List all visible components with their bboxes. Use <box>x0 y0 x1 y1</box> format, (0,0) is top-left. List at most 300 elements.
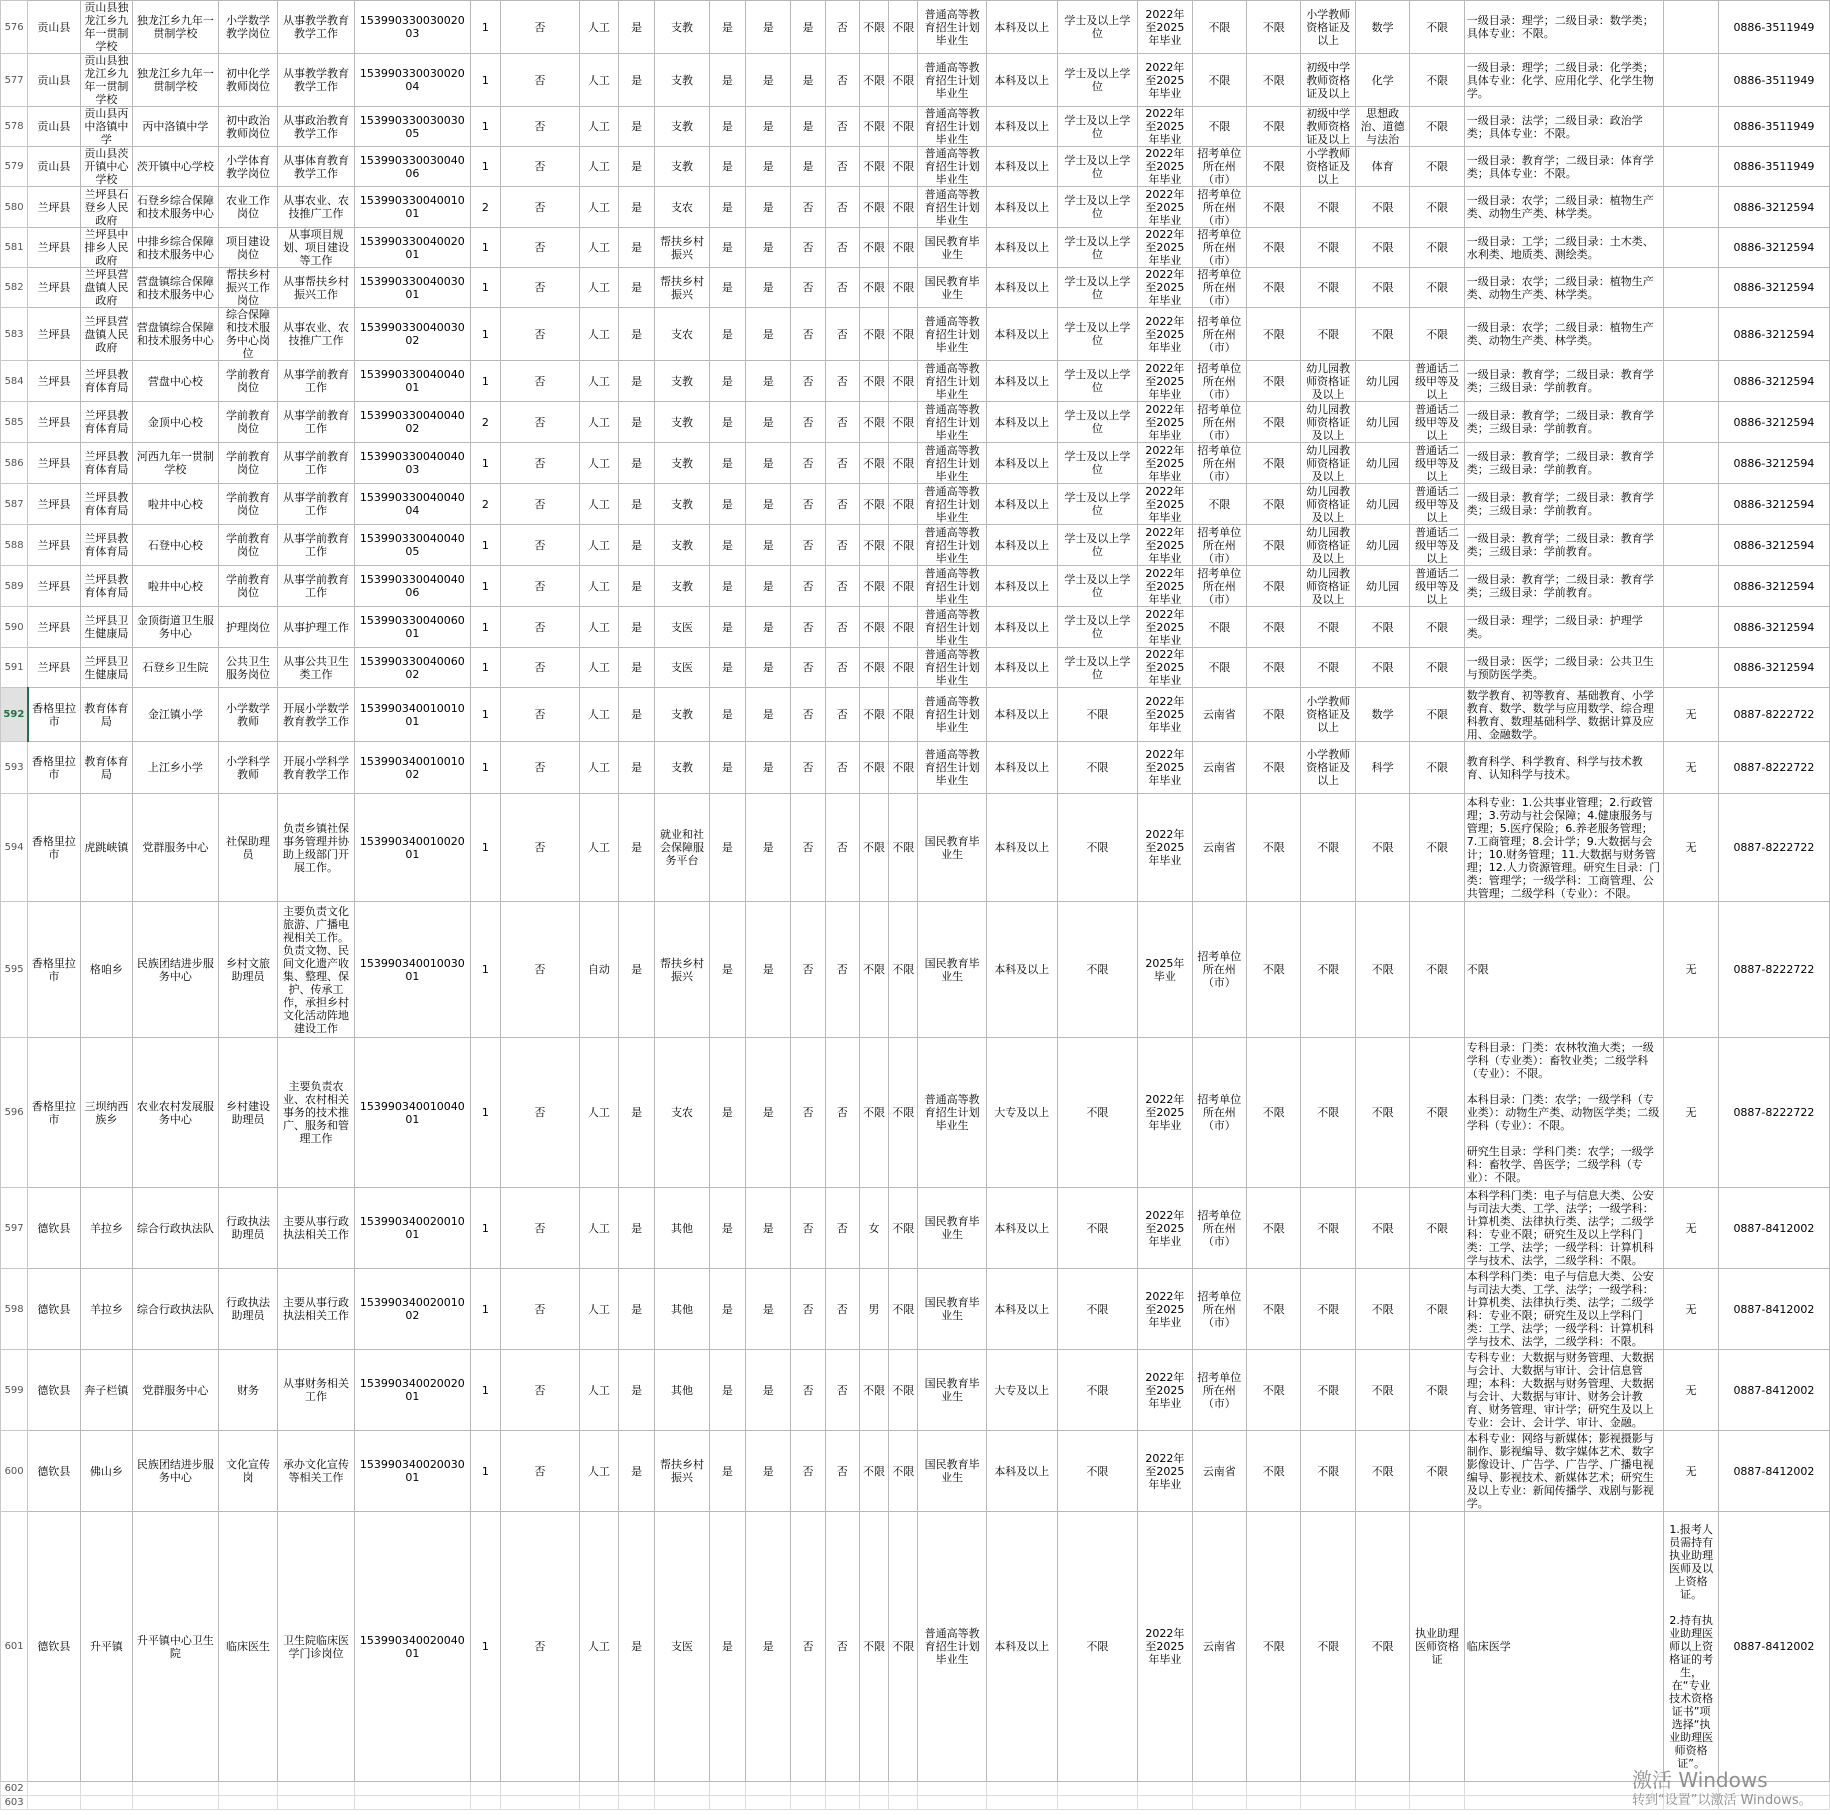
table-cell[interactable]: 不限 <box>859 402 888 443</box>
table-cell[interactable]: 1 <box>470 308 500 361</box>
table-cell[interactable]: 0886-3212594 <box>1718 484 1829 525</box>
table-cell[interactable]: 人工 <box>579 688 618 742</box>
table-cell[interactable]: 兰坪县 <box>28 228 80 268</box>
table-cell[interactable]: 兰坪县 <box>28 443 80 484</box>
table-cell[interactable]: 0887-8412002 <box>1718 1188 1829 1269</box>
table-cell[interactable]: 是 <box>709 187 745 228</box>
table-cell[interactable]: 否 <box>825 147 859 187</box>
table-cell[interactable]: 不限 <box>889 54 918 107</box>
table-cell[interactable]: 兰坪县 <box>28 268 80 308</box>
table-cell[interactable]: 是 <box>709 566 745 607</box>
table-cell[interactable]: 国民教育毕业生 <box>918 228 987 268</box>
table-cell[interactable]: 是 <box>746 688 791 742</box>
table-cell[interactable]: 是 <box>618 525 654 566</box>
row-number[interactable]: 582 <box>1 268 28 308</box>
table-cell[interactable]: 不限 <box>859 688 888 742</box>
table-cell[interactable]: 本科及以上 <box>986 1269 1057 1350</box>
table-cell[interactable]: 不限 <box>1301 187 1355 228</box>
table-cell[interactable]: 不限 <box>859 147 888 187</box>
table-cell[interactable]: 本科及以上 <box>986 1 1057 54</box>
table-cell[interactable]: 不限 <box>859 1 888 54</box>
table-cell[interactable]: 否 <box>825 648 859 688</box>
table-cell[interactable]: 兰坪县中排乡人民政府 <box>80 228 132 268</box>
table-cell[interactable]: 不限 <box>1057 1188 1138 1269</box>
table-cell[interactable]: 格咱乡 <box>80 902 132 1038</box>
table-cell[interactable]: 1 <box>470 107 500 147</box>
table-cell[interactable]: 不限 <box>889 1269 918 1350</box>
table-cell[interactable]: 不限 <box>1247 484 1301 525</box>
table-cell[interactable]: 一级目录：教育学；二级目录：教育学类；三级目录：学前教育。 <box>1464 361 1664 402</box>
table-cell[interactable]: 15399033004004002 <box>354 402 470 443</box>
table-cell[interactable]: 是 <box>746 1269 791 1350</box>
row-number[interactable]: 592 <box>1 688 28 742</box>
table-cell-empty[interactable] <box>825 1796 859 1810</box>
table-cell[interactable]: 不限 <box>859 1038 888 1188</box>
table-cell[interactable]: 15399033004004003 <box>354 443 470 484</box>
table-cell-empty[interactable] <box>28 1796 80 1810</box>
table-cell[interactable]: 德钦县 <box>28 1269 80 1350</box>
table-cell[interactable]: 不限 <box>889 566 918 607</box>
table-cell[interactable]: 1 <box>470 525 500 566</box>
table-cell[interactable]: 0887-8412002 <box>1718 1512 1829 1782</box>
table-cell[interactable]: 奔子栏镇 <box>80 1350 132 1431</box>
table-cell[interactable]: 不限 <box>1057 902 1138 1038</box>
table-cell[interactable]: 普通话二级甲等及以上 <box>1410 361 1464 402</box>
table-cell[interactable]: 学前教育岗位 <box>218 443 277 484</box>
table-cell[interactable]: 普通高等教育招生计划毕业生 <box>918 361 987 402</box>
table-cell[interactable]: 15399034001001001 <box>354 688 470 742</box>
table-cell[interactable]: 15399033004004001 <box>354 361 470 402</box>
table-cell[interactable]: 不限 <box>1301 308 1355 361</box>
table-cell[interactable]: 是 <box>709 902 745 1038</box>
table-cell[interactable]: 0886-3511949 <box>1718 107 1829 147</box>
table-cell[interactable]: 支教 <box>655 443 709 484</box>
table-cell[interactable]: 不限 <box>1355 187 1409 228</box>
table-cell[interactable]: 化学 <box>1355 54 1409 107</box>
table-cell-empty[interactable] <box>80 1796 132 1810</box>
table-cell[interactable]: 小学教师资格证及以上 <box>1301 147 1355 187</box>
table-cell[interactable]: 不限 <box>1410 308 1464 361</box>
table-cell[interactable]: 不限 <box>1247 443 1301 484</box>
table-cell[interactable]: 2022年至2025年毕业 <box>1138 443 1192 484</box>
table-cell[interactable]: 2022年至2025年毕业 <box>1138 688 1192 742</box>
table-cell[interactable]: 1 <box>470 1 500 54</box>
table-cell[interactable]: 是 <box>746 607 791 648</box>
table-cell[interactable]: 兰坪县教育体育局 <box>80 525 132 566</box>
table-cell[interactable]: 不限 <box>1247 1038 1301 1188</box>
table-cell[interactable]: 德钦县 <box>28 1512 80 1782</box>
table-cell[interactable]: 否 <box>825 525 859 566</box>
table-cell[interactable]: 学士及以上学位 <box>1057 443 1138 484</box>
table-cell[interactable]: 不限 <box>1247 1188 1301 1269</box>
table-cell[interactable]: 国民教育毕业生 <box>918 1431 987 1512</box>
table-cell[interactable]: 0886-3511949 <box>1718 147 1829 187</box>
table-cell[interactable]: 科学 <box>1355 742 1409 794</box>
table-cell[interactable]: 本科及以上 <box>986 308 1057 361</box>
table-cell[interactable]: 支农 <box>655 308 709 361</box>
table-cell[interactable]: 不限 <box>1301 268 1355 308</box>
table-cell[interactable]: 1 <box>470 147 500 187</box>
table-cell[interactable]: 人工 <box>579 1350 618 1431</box>
table-cell[interactable]: 兰坪县 <box>28 361 80 402</box>
table-cell[interactable]: 金江镇小学 <box>133 688 219 742</box>
table-cell[interactable]: 不限 <box>889 1431 918 1512</box>
row-number[interactable]: 598 <box>1 1269 28 1350</box>
table-cell[interactable]: 2022年至2025年毕业 <box>1138 1431 1192 1512</box>
table-cell[interactable]: 不限 <box>1355 902 1409 1038</box>
row-number[interactable]: 601 <box>1 1512 28 1782</box>
table-cell[interactable]: 不限 <box>859 484 888 525</box>
table-cell[interactable]: 兰坪县 <box>28 187 80 228</box>
table-cell[interactable]: 2022年至2025年毕业 <box>1138 54 1192 107</box>
table-cell[interactable]: 人工 <box>579 107 618 147</box>
table-cell[interactable]: 人工 <box>579 228 618 268</box>
table-cell[interactable]: 是 <box>746 742 791 794</box>
table-cell[interactable]: 无 <box>1664 1038 1718 1188</box>
table-cell[interactable]: 学士及以上学位 <box>1057 1 1138 54</box>
table-cell[interactable]: 否 <box>825 484 859 525</box>
row-number[interactable]: 576 <box>1 1 28 54</box>
table-cell[interactable]: 是 <box>709 484 745 525</box>
table-cell[interactable]: 不限 <box>1247 54 1301 107</box>
table-cell-empty[interactable] <box>618 1782 654 1796</box>
table-cell-empty[interactable] <box>618 1796 654 1810</box>
table-cell[interactable]: 小学科学教师 <box>218 742 277 794</box>
table-cell-empty[interactable] <box>1355 1782 1409 1796</box>
row-number[interactable]: 581 <box>1 228 28 268</box>
table-cell[interactable]: 否 <box>825 1512 859 1782</box>
table-cell[interactable] <box>1664 147 1718 187</box>
table-cell[interactable]: 云南省 <box>1192 742 1246 794</box>
table-cell[interactable]: 不限 <box>1410 688 1464 742</box>
table-cell[interactable]: 一级目录：医学；二级目录：公共卫生与预防医学类。 <box>1464 648 1664 688</box>
table-cell[interactable]: 否 <box>501 54 580 107</box>
table-cell[interactable]: 招考单位所在州（市） <box>1192 902 1246 1038</box>
table-cell[interactable]: 本科及以上 <box>986 607 1057 648</box>
table-cell[interactable]: 人工 <box>579 607 618 648</box>
table-cell[interactable]: 兰坪县 <box>28 607 80 648</box>
table-cell[interactable] <box>1664 107 1718 147</box>
table-cell[interactable]: 独龙江乡九年一贯制学校 <box>133 1 219 54</box>
table-cell[interactable]: 2022年至2025年毕业 <box>1138 1188 1192 1269</box>
table-cell[interactable]: 不限 <box>1410 107 1464 147</box>
table-cell[interactable]: 不限 <box>1301 648 1355 688</box>
table-cell-empty[interactable] <box>859 1796 888 1810</box>
table-cell[interactable]: 招考单位所在州（市） <box>1192 147 1246 187</box>
table-cell[interactable]: 贡山县茨开镇中心学校 <box>80 147 132 187</box>
table-cell[interactable]: 15399033004003002 <box>354 308 470 361</box>
table-cell[interactable]: 普通高等教育招生计划毕业生 <box>918 742 987 794</box>
table-cell-empty[interactable] <box>986 1782 1057 1796</box>
table-cell[interactable]: 普通高等教育招生计划毕业生 <box>918 107 987 147</box>
table-cell[interactable]: 丙中洛镇中学 <box>133 107 219 147</box>
table-cell[interactable]: 学士及以上学位 <box>1057 268 1138 308</box>
table-cell[interactable]: 从事项目规划、项目建设等工作 <box>278 228 355 268</box>
table-cell[interactable]: 香格里拉市 <box>28 1038 80 1188</box>
table-cell[interactable]: 15399034002004001 <box>354 1512 470 1782</box>
table-cell[interactable]: 学士及以上学位 <box>1057 228 1138 268</box>
row-number[interactable]: 590 <box>1 607 28 648</box>
table-cell[interactable]: 否 <box>791 742 825 794</box>
table-cell[interactable]: 不限 <box>1247 688 1301 742</box>
table-cell[interactable]: 云南省 <box>1192 794 1246 902</box>
table-cell[interactable]: 不限 <box>1410 187 1464 228</box>
table-cell[interactable]: 不限 <box>1355 1512 1409 1782</box>
table-cell[interactable]: 人工 <box>579 794 618 902</box>
table-cell[interactable]: 其他 <box>655 1269 709 1350</box>
table-cell[interactable]: 是 <box>746 308 791 361</box>
table-cell[interactable]: 云南省 <box>1192 1431 1246 1512</box>
table-cell-empty[interactable] <box>746 1782 791 1796</box>
table-cell[interactable]: 是 <box>746 566 791 607</box>
table-cell[interactable]: 2 <box>470 187 500 228</box>
table-cell[interactable]: 国民教育毕业生 <box>918 268 987 308</box>
table-cell[interactable]: 不限 <box>889 308 918 361</box>
table-cell[interactable]: 执业助理医师资格证 <box>1410 1512 1464 1782</box>
table-cell[interactable]: 否 <box>501 361 580 402</box>
table-cell[interactable]: 0886-3212594 <box>1718 607 1829 648</box>
row-number[interactable]: 593 <box>1 742 28 794</box>
table-cell[interactable]: 是 <box>618 54 654 107</box>
table-cell[interactable]: 不限 <box>1410 54 1464 107</box>
table-cell[interactable]: 乡村建设助理员 <box>218 1038 277 1188</box>
table-cell-empty[interactable] <box>1192 1782 1246 1796</box>
table-cell-empty[interactable] <box>133 1796 219 1810</box>
table-cell[interactable]: 否 <box>501 525 580 566</box>
table-cell[interactable]: 否 <box>791 566 825 607</box>
table-cell[interactable]: 是 <box>618 147 654 187</box>
table-cell[interactable]: 从事帮扶乡村振兴工作 <box>278 268 355 308</box>
table-cell[interactable]: 不限 <box>859 54 888 107</box>
table-cell[interactable]: 是 <box>618 308 654 361</box>
table-cell[interactable]: 否 <box>501 742 580 794</box>
table-cell[interactable]: 不限 <box>1057 1431 1138 1512</box>
table-cell[interactable]: 招考单位所在州（市） <box>1192 308 1246 361</box>
table-cell[interactable]: 党群服务中心 <box>133 1350 219 1431</box>
table-cell[interactable]: 人工 <box>579 648 618 688</box>
table-cell[interactable] <box>1664 607 1718 648</box>
table-cell[interactable]: 支教 <box>655 742 709 794</box>
table-cell[interactable]: 普通高等教育招生计划毕业生 <box>918 484 987 525</box>
table-cell[interactable]: 否 <box>825 402 859 443</box>
table-cell-empty[interactable] <box>1247 1782 1301 1796</box>
table-cell[interactable]: 负责乡镇社保事务管理并协助上级部门开展工作。 <box>278 794 355 902</box>
table-cell[interactable]: 15399033003004006 <box>354 147 470 187</box>
table-cell[interactable]: 女 <box>859 1188 888 1269</box>
table-cell[interactable]: 承办文化宣传等相关工作 <box>278 1431 355 1512</box>
table-cell[interactable]: 2022年至2025年毕业 <box>1138 648 1192 688</box>
table-cell[interactable]: 石登中心校 <box>133 525 219 566</box>
table-cell[interactable]: 本科及以上 <box>986 1431 1057 1512</box>
table-cell[interactable]: 否 <box>501 566 580 607</box>
table-cell[interactable]: 1 <box>470 228 500 268</box>
table-cell[interactable]: 是 <box>746 54 791 107</box>
table-cell[interactable]: 不限 <box>889 607 918 648</box>
table-cell[interactable]: 是 <box>709 525 745 566</box>
table-cell[interactable]: 0886-3212594 <box>1718 402 1829 443</box>
table-cell[interactable]: 支农 <box>655 187 709 228</box>
table-cell[interactable]: 是 <box>709 1350 745 1431</box>
table-cell[interactable]: 云南省 <box>1192 688 1246 742</box>
table-cell[interactable]: 是 <box>709 1512 745 1782</box>
table-cell[interactable]: 是 <box>709 742 745 794</box>
table-cell[interactable]: 不限 <box>859 1350 888 1431</box>
table-cell[interactable]: 兰坪县 <box>28 525 80 566</box>
table-cell[interactable]: 否 <box>791 607 825 648</box>
table-cell[interactable]: 主要负责文化旅游、广播电视相关工作。负责文物、民间文化遗产收集、整理、保护、传承工作，承担乡村文化活动阵地建设工作 <box>278 902 355 1038</box>
table-cell[interactable]: 不限 <box>889 402 918 443</box>
table-cell-empty[interactable] <box>655 1782 709 1796</box>
table-cell[interactable]: 营盘镇综合保障和技术服务中心 <box>133 308 219 361</box>
table-cell[interactable]: 2022年至2025年毕业 <box>1138 525 1192 566</box>
table-cell-empty[interactable] <box>1192 1796 1246 1810</box>
table-cell[interactable]: 云南省 <box>1192 1512 1246 1782</box>
table-cell[interactable]: 公共卫生服务岗位 <box>218 648 277 688</box>
table-cell[interactable]: 一级目录：教育学；二级目录：体育学类；具体专业：不限。 <box>1464 147 1664 187</box>
table-cell[interactable]: 升平镇中心卫生院 <box>133 1512 219 1782</box>
table-cell[interactable]: 幼儿园教师资格证及以上 <box>1301 566 1355 607</box>
table-cell[interactable]: 学士及以上学位 <box>1057 147 1138 187</box>
table-cell[interactable]: 不限 <box>1355 1188 1409 1269</box>
table-cell[interactable]: 否 <box>501 228 580 268</box>
table-cell[interactable]: 普通高等教育招生计划毕业生 <box>918 607 987 648</box>
table-cell[interactable]: 人工 <box>579 1431 618 1512</box>
table-cell[interactable]: 0886-3212594 <box>1718 187 1829 228</box>
table-cell[interactable]: 不限 <box>1301 1038 1355 1188</box>
table-cell-empty[interactable] <box>133 1782 219 1796</box>
table-cell[interactable]: 是 <box>709 107 745 147</box>
table-cell[interactable]: 初中化学教师岗位 <box>218 54 277 107</box>
table-cell[interactable]: 0887-8222722 <box>1718 688 1829 742</box>
table-cell[interactable] <box>1664 1 1718 54</box>
table-cell[interactable]: 不限 <box>889 107 918 147</box>
table-cell[interactable]: 本科及以上 <box>986 443 1057 484</box>
table-cell[interactable]: 不限 <box>1301 1269 1355 1350</box>
table-cell[interactable]: 一级目录：农学；二级目录：植物生产类、动物生产类、林学类。 <box>1464 187 1664 228</box>
table-cell[interactable]: 初级中学教师资格证及以上 <box>1301 107 1355 147</box>
table-cell[interactable]: 是 <box>618 1512 654 1782</box>
table-cell[interactable]: 是 <box>746 1 791 54</box>
row-number[interactable]: 599 <box>1 1350 28 1431</box>
table-cell[interactable]: 不限 <box>1247 742 1301 794</box>
table-cell[interactable]: 开展小学数学教育教学工作 <box>278 688 355 742</box>
table-cell[interactable]: 否 <box>825 268 859 308</box>
table-cell[interactable]: 临床医生 <box>218 1512 277 1782</box>
row-number[interactable]: 586 <box>1 443 28 484</box>
row-number[interactable]: 588 <box>1 525 28 566</box>
table-cell[interactable]: 不限 <box>1247 268 1301 308</box>
table-cell[interactable]: 不限 <box>889 187 918 228</box>
table-cell[interactable]: 不限 <box>1355 1038 1409 1188</box>
table-cell[interactable]: 数学 <box>1355 688 1409 742</box>
table-cell[interactable]: 15399034001002001 <box>354 794 470 902</box>
table-cell[interactable]: 2025年毕业 <box>1138 902 1192 1038</box>
table-cell[interactable]: 1 <box>470 54 500 107</box>
table-cell[interactable]: 本科及以上 <box>986 187 1057 228</box>
table-cell[interactable]: 普通高等教育招生计划毕业生 <box>918 688 987 742</box>
table-cell[interactable]: 是 <box>746 361 791 402</box>
table-cell[interactable]: 不限 <box>859 308 888 361</box>
table-cell[interactable]: 其他 <box>655 1350 709 1431</box>
table-cell[interactable]: 兰坪县 <box>28 484 80 525</box>
table-cell[interactable]: 15399033004006001 <box>354 607 470 648</box>
row-number[interactable]: 602 <box>1 1782 28 1796</box>
table-cell[interactable]: 项目建设岗位 <box>218 228 277 268</box>
table-cell[interactable]: 教育体育局 <box>80 688 132 742</box>
table-cell[interactable]: 是 <box>618 1038 654 1188</box>
table-cell[interactable]: 否 <box>791 187 825 228</box>
table-cell[interactable]: 否 <box>825 566 859 607</box>
table-cell[interactable]: 否 <box>501 1431 580 1512</box>
table-cell[interactable]: 否 <box>825 1188 859 1269</box>
table-cell[interactable]: 是 <box>746 648 791 688</box>
table-cell[interactable]: 幼儿园 <box>1355 402 1409 443</box>
table-cell[interactable]: 否 <box>825 742 859 794</box>
table-cell[interactable]: 是 <box>746 443 791 484</box>
table-cell[interactable]: 是 <box>618 1431 654 1512</box>
table-cell[interactable]: 从事教学教育教学工作 <box>278 54 355 107</box>
table-cell[interactable]: 不限 <box>1247 308 1301 361</box>
table-cell[interactable]: 不限 <box>1410 794 1464 902</box>
table-cell[interactable]: 本科及以上 <box>986 525 1057 566</box>
table-cell[interactable]: 2022年至2025年毕业 <box>1138 308 1192 361</box>
table-cell[interactable]: 主要从事行政执法相关工作 <box>278 1188 355 1269</box>
table-cell[interactable]: 开展小学科学教育教学工作 <box>278 742 355 794</box>
table-cell-empty[interactable] <box>825 1782 859 1796</box>
table-cell[interactable]: 人工 <box>579 402 618 443</box>
table-cell[interactable]: 学前教育岗位 <box>218 484 277 525</box>
table-cell[interactable]: 否 <box>501 187 580 228</box>
table-cell[interactable]: 否 <box>825 1269 859 1350</box>
table-cell[interactable]: 人工 <box>579 147 618 187</box>
table-cell[interactable] <box>1664 228 1718 268</box>
table-cell[interactable]: 1 <box>470 902 500 1038</box>
table-cell[interactable]: 贡山县 <box>28 1 80 54</box>
table-cell[interactable]: 贡山县独龙江乡九年一贯制学校 <box>80 1 132 54</box>
table-cell[interactable]: 0886-3212594 <box>1718 648 1829 688</box>
table-cell[interactable]: 本科专业：1.公共事业管理；2.行政管理；3.劳动与社会保障；4.健康服务与管理；5.医疗保险；6.养老服务管理；7.工商管理；8.会计学；9.大数据与会计；10.财务管理；11.大数据与财务管理；12.人力资源管理。研究生目录：门类：管理学；一级学科：工商管理、公共管理；二级学科（专业）：不限。 <box>1464 794 1664 902</box>
table-cell[interactable]: 无 <box>1664 902 1718 1038</box>
table-cell[interactable]: 2022年至2025年毕业 <box>1138 607 1192 648</box>
table-cell[interactable]: 支教 <box>655 147 709 187</box>
table-cell[interactable]: 1 <box>470 1188 500 1269</box>
table-cell[interactable]: 学士及以上学位 <box>1057 484 1138 525</box>
table-cell[interactable]: 否 <box>825 54 859 107</box>
table-cell[interactable]: 小学数学教学岗位 <box>218 1 277 54</box>
table-cell[interactable]: 石登乡综合保障和技术服务中心 <box>133 187 219 228</box>
table-cell[interactable]: 否 <box>791 1188 825 1269</box>
table-cell[interactable]: 不限 <box>1247 147 1301 187</box>
table-cell[interactable]: 不限 <box>1355 648 1409 688</box>
table-cell[interactable] <box>1664 443 1718 484</box>
table-cell[interactable]: 民族团结进步服务中心 <box>133 1431 219 1512</box>
table-cell[interactable]: 香格里拉市 <box>28 902 80 1038</box>
table-cell[interactable]: 小学数学教师 <box>218 688 277 742</box>
table-cell[interactable]: 是 <box>746 147 791 187</box>
table-cell[interactable]: 是 <box>746 1431 791 1512</box>
table-cell[interactable]: 营盘镇综合保障和技术服务中心 <box>133 268 219 308</box>
table-cell[interactable]: 支教 <box>655 107 709 147</box>
table-cell[interactable]: 本科及以上 <box>986 794 1057 902</box>
table-cell[interactable]: 无 <box>1664 1188 1718 1269</box>
table-cell[interactable]: 是 <box>618 443 654 484</box>
table-cell-empty[interactable] <box>579 1782 618 1796</box>
table-cell[interactable]: 否 <box>501 1512 580 1782</box>
table-cell[interactable]: 不限 <box>1247 1350 1301 1431</box>
table-cell[interactable]: 是 <box>709 402 745 443</box>
table-cell[interactable]: 不限 <box>889 1038 918 1188</box>
table-cell[interactable]: 是 <box>618 648 654 688</box>
